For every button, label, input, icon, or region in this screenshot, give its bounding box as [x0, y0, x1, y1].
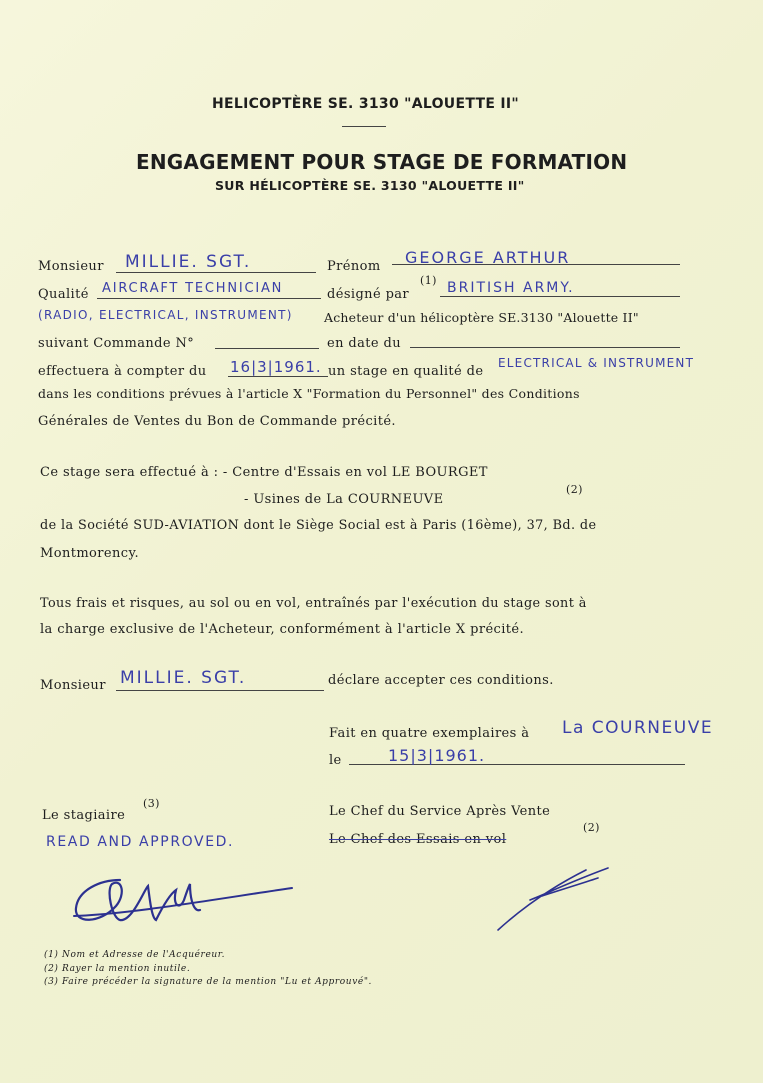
- location-line-1: Ce stage sera effectué à : - Centre d'Essais en vol LE BOURGET: [40, 465, 488, 480]
- qualite-value-continued[interactable]: (RADIO, ELECTRICAL, INSTRUMENT): [38, 308, 293, 322]
- date-line: [410, 347, 680, 348]
- stage-label: un stage en qualité de: [328, 364, 484, 379]
- location-line-2: - Usines de La COURNEUVE: [244, 492, 444, 507]
- conditions-line-1: dans les conditions prévues à l'article X "Formation du Personnel" des Conditions: [38, 386, 580, 401]
- fait-value[interactable]: La COURNEUVE: [562, 718, 714, 738]
- heading-divider: [342, 126, 386, 127]
- stagiaire-label: Le stagiaire: [42, 808, 126, 823]
- qualite-label: Qualité: [38, 287, 89, 302]
- footnote-1: (1) Nom et Adresse de l'Acquéreur.: [44, 950, 226, 960]
- effectuera-label: effectuera à compter du: [38, 364, 207, 379]
- chef-essais-struck: Le Chef des Essais en vol: [329, 832, 507, 847]
- effectuera-value[interactable]: 16|3|1961.: [230, 358, 322, 376]
- designe-footnote-mark: (1): [420, 274, 437, 287]
- footnote-3: (3) Faire précéder la signature de la mention "Lu et Approuvé".: [44, 977, 373, 987]
- chef-footnote-mark: (2): [583, 821, 600, 834]
- prenom-label: Prénom: [327, 259, 381, 274]
- declaration-text: déclare accepter ces conditions.: [328, 673, 554, 688]
- le-label: le: [329, 753, 342, 768]
- costs-line-2: la charge exclusive de l'Acheteur, conformément à l'article X précité.: [40, 622, 525, 637]
- stage-value[interactable]: ELECTRICAL & INSTRUMENT: [498, 356, 695, 370]
- read-and-approved-handwriting: READ AND APPROVED.: [46, 834, 235, 850]
- qualite-line: [97, 298, 321, 299]
- commande-label: suivant Commande N°: [38, 336, 195, 351]
- acheteur-text: Acheteur d'un hélicoptère SE.3130 "Alouette II": [324, 310, 639, 325]
- monsieur-label: Monsieur: [38, 259, 104, 274]
- document-title: ENGAGEMENT POUR STAGE DE FORMATION: [136, 150, 628, 174]
- stagiaire-signature: [60, 860, 310, 950]
- location-line-4: Montmorency.: [40, 546, 139, 561]
- location-footnote-mark: (2): [566, 483, 583, 496]
- costs-line-1: Tous frais et risques, au sol ou en vol, entraînés par l'exécution du stage sont à: [40, 596, 587, 611]
- location-line-3: de la Société SUD-AVIATION dont le Siège Social est à Paris (16ème), 37, Bd. de: [40, 518, 597, 533]
- qualite-value[interactable]: AIRCRAFT TECHNICIAN: [102, 281, 284, 296]
- commande-line: [215, 348, 319, 349]
- designe-label: désigné par: [327, 287, 410, 302]
- helicopter-heading: HELICOPTÈRE SE. 3130 "ALOUETTE II": [212, 96, 520, 112]
- chef-signature: [490, 860, 630, 940]
- declaration-line: [116, 690, 324, 691]
- declaration-monsieur-label: Monsieur: [40, 678, 106, 693]
- designe-value[interactable]: BRITISH ARMY.: [447, 280, 575, 296]
- monsieur-line: [116, 272, 316, 273]
- monsieur-value[interactable]: MILLIE. SGT.: [125, 252, 252, 272]
- designe-line: [440, 296, 680, 297]
- footnote-2: (2) Rayer la mention inutile.: [44, 964, 191, 974]
- stagiaire-footnote-mark: (3): [143, 797, 160, 810]
- prenom-value[interactable]: GEORGE ARTHUR: [405, 248, 571, 267]
- le-value[interactable]: 15|3|1961.: [388, 746, 486, 765]
- effectuera-line: [228, 376, 328, 377]
- fait-label: Fait en quatre exemplaires à: [329, 726, 530, 741]
- date-label: en date du: [327, 336, 402, 351]
- document-subtitle: SUR HÉLICOPTÈRE SE. 3130 "ALOUETTE II": [215, 178, 525, 193]
- declaration-monsieur-value[interactable]: MILLIE. SGT.: [120, 668, 247, 688]
- chef-sav-label: Le Chef du Service Après Vente: [329, 804, 551, 819]
- conditions-line-2: Générales de Ventes du Bon de Commande précité.: [38, 414, 396, 429]
